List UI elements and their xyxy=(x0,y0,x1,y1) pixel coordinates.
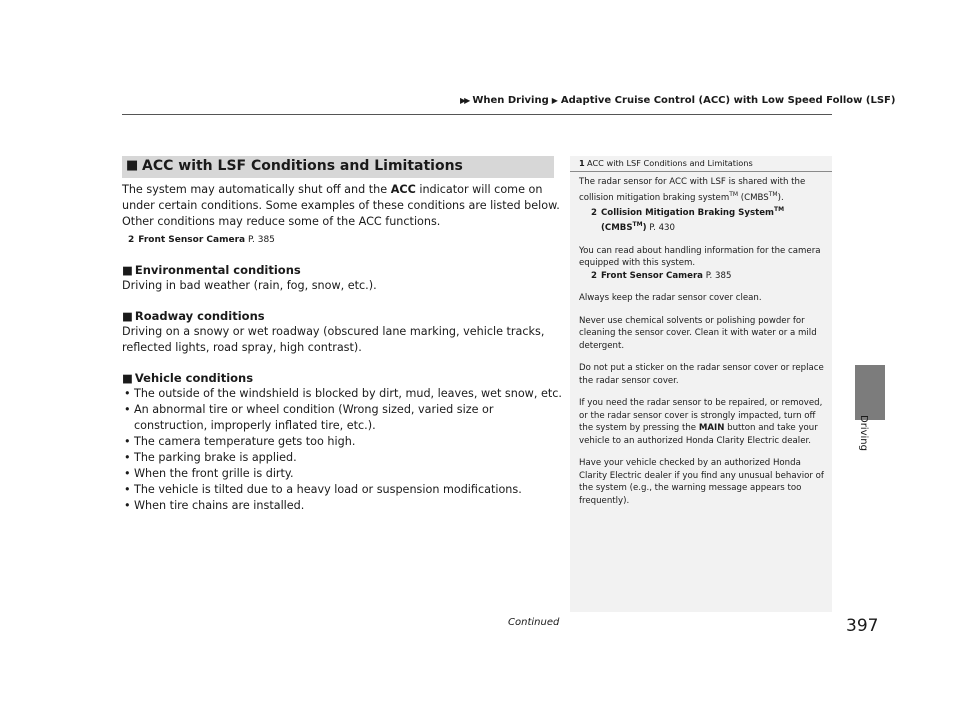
list-item: • When tire chains are installed. xyxy=(122,498,562,514)
list-item: • When the front grille is dirty. xyxy=(122,466,562,482)
main-button-label: MAIN xyxy=(698,423,725,434)
intro-reference[interactable]: 2 Front Sensor Camera P. 385 xyxy=(128,235,275,245)
reference-arrow-icon: 2 xyxy=(591,207,597,218)
sidebar-note xyxy=(570,156,832,612)
sidebar-paragraph: Always keep the radar sensor cover clean. xyxy=(579,293,762,304)
chapter-tab[interactable] xyxy=(855,365,885,420)
sidebar-reference-cmbs[interactable]: 2 Collision Mitigation Braking System™ (CMBS™) P. 430 xyxy=(591,205,785,234)
subsection-marker-icon: ■ xyxy=(122,263,133,277)
roadway-text: Driving on a snowy or wet roadway (obscured lane marking, vehicle tracks, reflected lights, road spray, high contrast). xyxy=(122,325,545,354)
list-item: • The outside of the windshield is blocked by dirt, mud, leaves, wet snow, etc. xyxy=(122,386,562,402)
vehicle-conditions-list xyxy=(122,386,562,514)
sidebar-paragraph: You can read about handling information for the camera equipped with this system. xyxy=(579,245,821,269)
section-title: ACC with LSF Conditions and Limitations xyxy=(142,158,463,174)
list-item: • The parking brake is applied. xyxy=(122,450,562,466)
section-header xyxy=(122,156,554,178)
note-icon: 1 xyxy=(579,158,585,168)
list-item: • The camera temperature gets too high. xyxy=(122,434,562,450)
breadcrumb xyxy=(460,95,895,106)
list-item: • An abnormal tire or wheel condition (Wrong sized, varied size or construction, improperly inflated tire, etc.). xyxy=(122,402,562,434)
sidebar-header xyxy=(570,156,832,172)
subsection-title-roadway: ■ Roadway conditions xyxy=(122,309,265,323)
subsection-title-vehicle: ■ Vehicle conditions xyxy=(122,371,254,385)
sidebar-paragraph: Have your vehicle checked by an authorized Honda Clarity Electric dealer if you find any unusual behavior of the system (e.g., the warning message appears too frequently). xyxy=(579,458,824,506)
sidebar-body xyxy=(579,176,827,517)
environmental-text: Driving in bad weather (rain, fog, snow, etc.). xyxy=(122,279,377,292)
breadcrumb-page: Adaptive Cruise Control (ACC) with Low Speed Follow (LSF) xyxy=(560,95,896,106)
header-rule xyxy=(122,114,832,115)
sidebar-paragraph: If you need the radar sensor to be repaired, or removed, or the radar sensor cover is strongly impacted, turn off the system by pressing the MAIN button and take your vehicle to an authorized Honda Clarity Electric dealer. xyxy=(579,398,823,446)
sidebar-paragraph: The radar sensor for ACC with LSF is shared with the collision mitigation braking system™ (CMBS™). xyxy=(579,177,806,203)
list-item: • The vehicle is tilted due to a heavy load or suspension modifications. xyxy=(122,482,562,498)
sidebar-paragraph: Do not put a sticker on the radar sensor cover or replace the radar sensor cover. xyxy=(579,363,824,386)
sidebar-paragraph: Never use chemical solvents or polishing powder for cleaning the sensor cover. Clean it with water or a mild detergent. xyxy=(579,315,817,351)
page-number: 397 xyxy=(846,616,879,636)
breadcrumb-arrow-icon: ▶▶ xyxy=(460,96,469,105)
continued-label: Continued xyxy=(508,617,560,628)
breadcrumb-separator-icon: ▶ xyxy=(551,96,558,105)
reference-arrow-icon: 2 xyxy=(128,235,135,245)
sidebar-reference-camera[interactable]: 2 Front Sensor Camera P. 385 xyxy=(591,270,732,281)
breadcrumb-section[interactable]: When Driving xyxy=(472,95,549,106)
reference-arrow-icon: 2 xyxy=(591,270,597,281)
chapter-tab-label: Driving xyxy=(858,415,869,451)
acc-indicator-label: ACC xyxy=(390,183,416,196)
subsection-marker-icon: ■ xyxy=(122,309,133,323)
subsection-marker-icon: ■ xyxy=(122,371,133,385)
sidebar-title: ACC with LSF Conditions and Limitations xyxy=(587,158,753,168)
intro-paragraph: The system may automatically shut off and the ACC indicator will come on under certain conditions. Some examples of these conditions are listed below. Other conditions may reduce some of the ACC functions. xyxy=(122,183,560,228)
section-marker-icon: ■ xyxy=(126,158,139,173)
main-content xyxy=(122,182,562,514)
subsection-title-environmental: ■ Environmental conditions xyxy=(122,263,301,277)
